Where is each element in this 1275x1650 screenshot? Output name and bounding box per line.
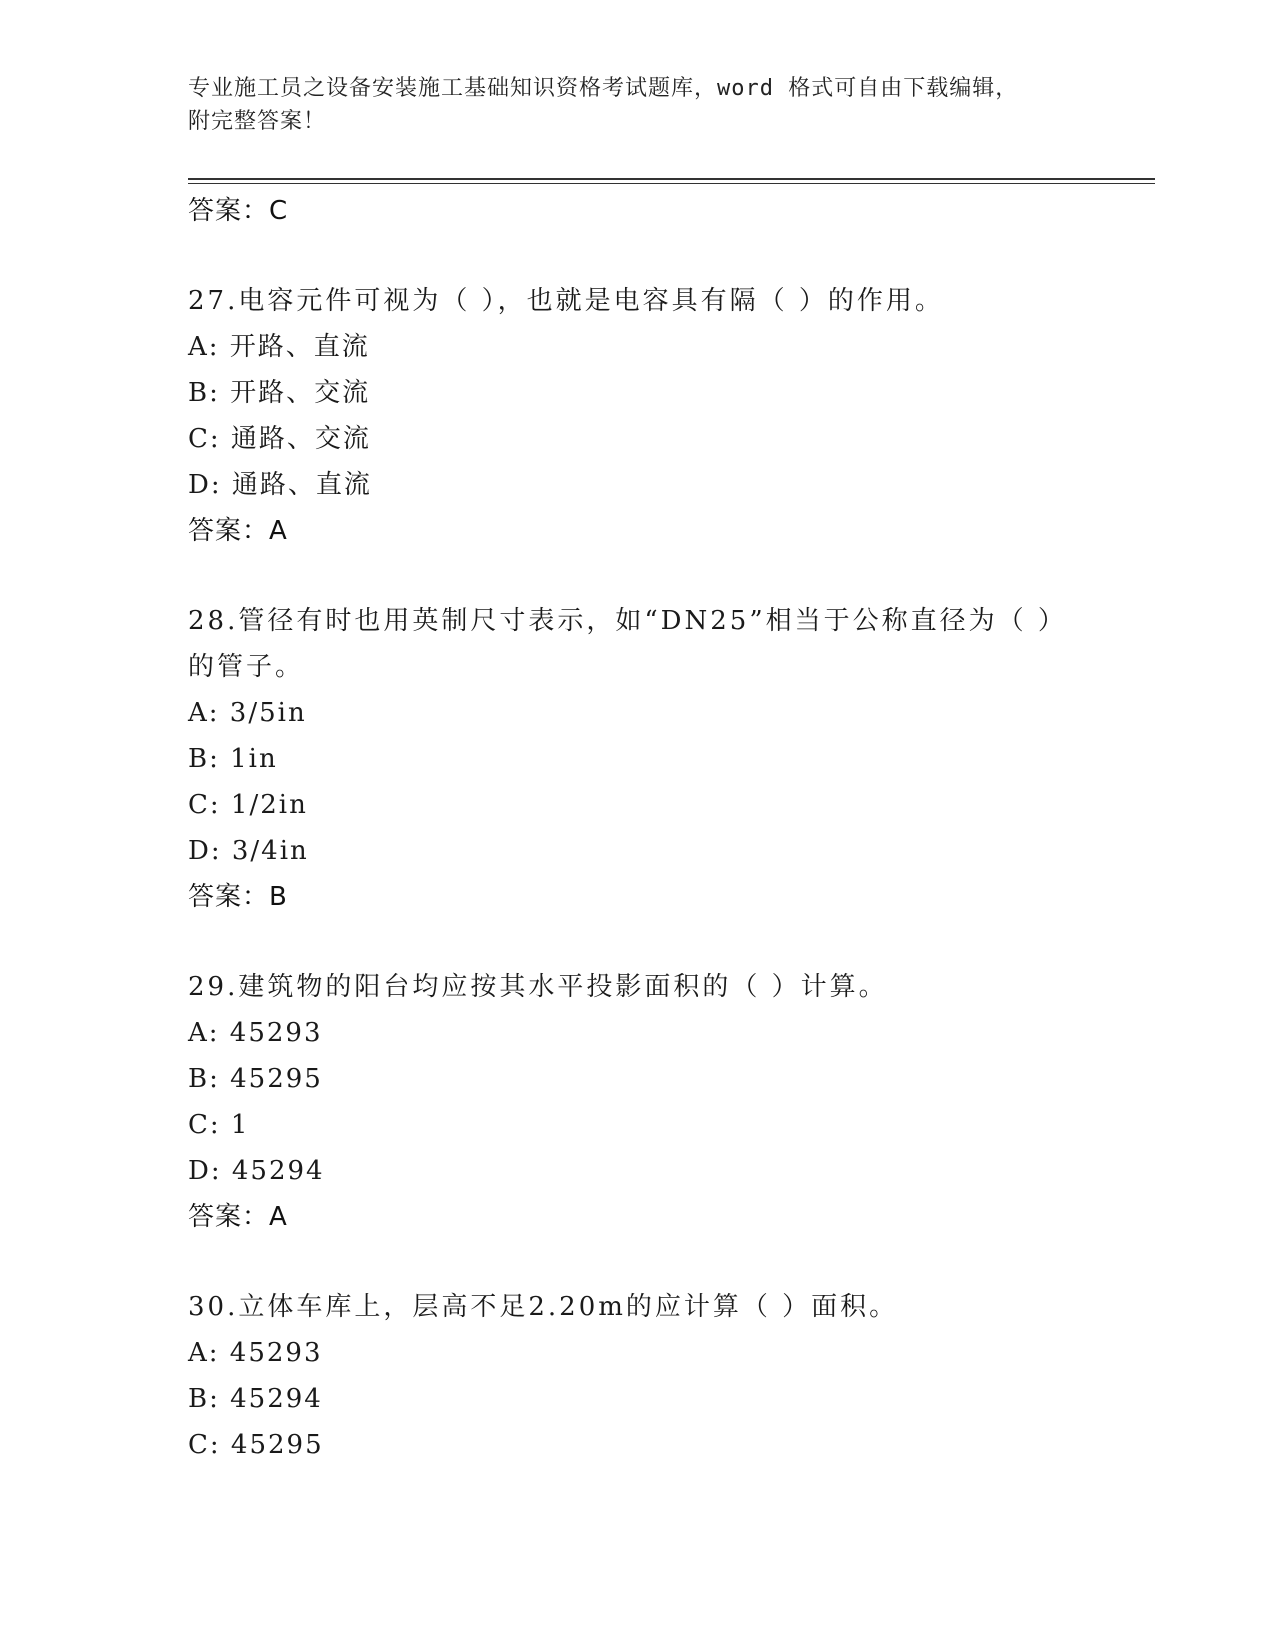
spacer — [188, 1240, 1108, 1284]
question-text: 30.立体车库上，层高不足2.20m的应计算（ ）面积。 — [188, 1292, 899, 1322]
option-d: D: 45294 — [188, 1156, 325, 1186]
option-d: D: 3/4in — [188, 836, 309, 866]
option-a: A: 3/5in — [188, 698, 307, 728]
answer: 答案：B — [188, 882, 288, 912]
option-c: C: 1/2in — [188, 790, 308, 820]
option-d: D: 通路、直流 — [188, 470, 372, 500]
spacer — [188, 920, 1108, 964]
spacer — [188, 234, 1108, 278]
question-30 — [188, 1284, 1108, 1468]
option-b: B: 1in — [188, 744, 278, 774]
header-line-1: 专业施工员之设备安装施工基础知识资格考试题库，word 格式可自由下载编辑， — [188, 76, 1019, 101]
option-c: C: 1 — [188, 1110, 250, 1140]
option-b: B: 45295 — [188, 1064, 323, 1094]
answer-prev: 答案：C — [188, 196, 289, 226]
question-text: 27.电容元件可视为（ ），也就是电容具有隔（ ）的作用。 — [188, 286, 944, 316]
question-list — [188, 188, 1108, 1468]
header-divider-thin — [188, 183, 1155, 184]
question-text: 29.建筑物的阳台均应按其水平投影面积的（ ）计算。 — [188, 972, 888, 1002]
option-b: B: 45294 — [188, 1384, 323, 1414]
question-text-line-1: 28.管径有时也用英制尺寸表示，如“DN25”相当于公称直径为（ ） — [188, 606, 1067, 636]
option-c: C: 通路、交流 — [188, 424, 371, 454]
header-line-2: 附完整答案！ — [188, 109, 327, 134]
question-27 — [188, 278, 1108, 554]
option-b: B: 开路、交流 — [188, 378, 371, 408]
question-29 — [188, 964, 1108, 1240]
option-a: A: 45293 — [188, 1338, 323, 1368]
header-divider — [188, 178, 1155, 180]
spacer — [188, 554, 1108, 598]
question-text-line-2: 的管子。 — [188, 652, 305, 682]
document-header — [188, 72, 1068, 138]
answer: 答案：A — [188, 1202, 288, 1232]
question-28 — [188, 598, 1108, 920]
option-c: C: 45295 — [188, 1430, 324, 1460]
answer: 答案：A — [188, 516, 288, 546]
option-a: A: 45293 — [188, 1018, 323, 1048]
option-a: A: 开路、直流 — [188, 332, 370, 362]
